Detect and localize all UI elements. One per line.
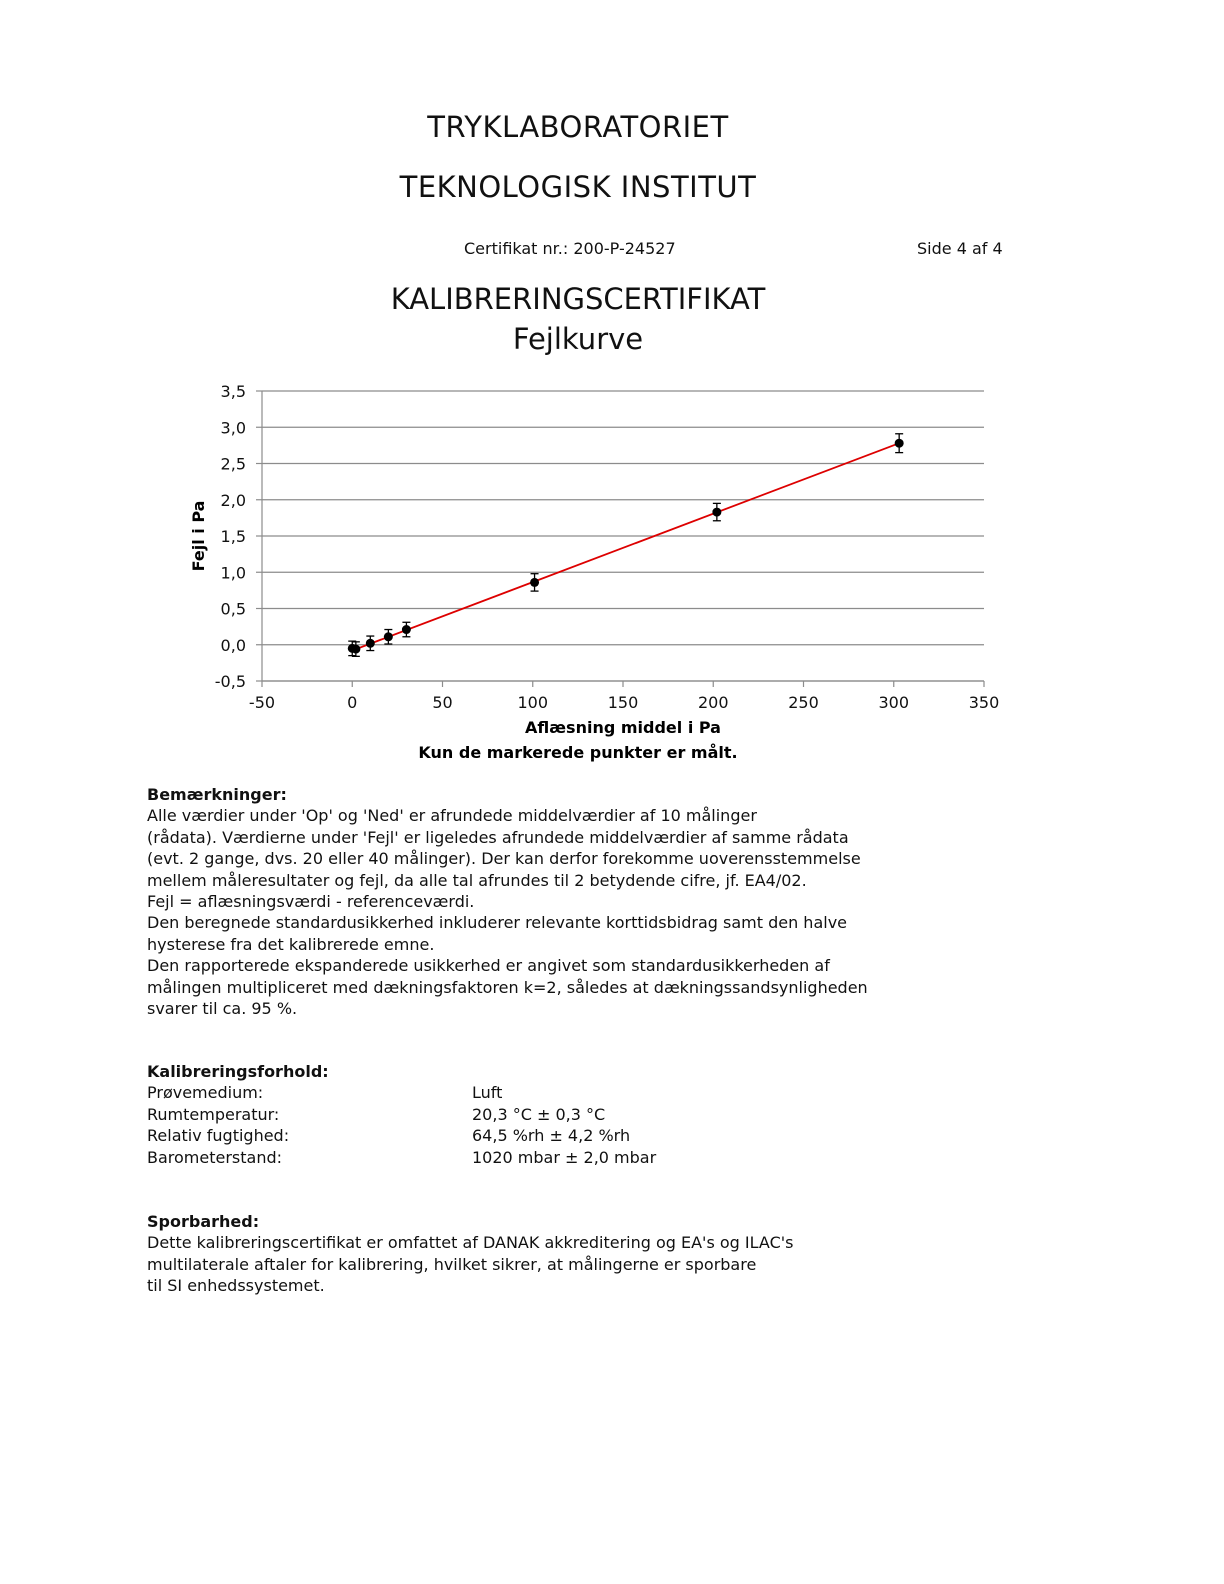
remarks-line: svarer til ca. 95 %. — [147, 999, 298, 1019]
conditions-heading: Kalibreringsforhold: — [147, 1062, 329, 1081]
data-point — [712, 508, 721, 517]
error-curve-chart — [0, 0, 1224, 780]
y-tick-label: 2,0 — [220, 490, 246, 510]
x-tick-label: 250 — [788, 693, 819, 712]
y-tick-label: 3,5 — [220, 382, 246, 401]
lab-name: TRYKLABORATORIET — [427, 110, 729, 144]
condition-value: 64,5 %rh ± 4,2 %rh — [472, 1126, 631, 1146]
y-tick-label: 0,5 — [220, 599, 246, 619]
condition-value: Luft — [472, 1083, 503, 1103]
y-tick-label: 2,5 — [220, 454, 246, 474]
remarks-heading: Bemærkninger: — [147, 785, 287, 804]
y-axis-label: Fejl i Pa — [189, 500, 208, 572]
traceability-line: til SI enhedssystemet. — [147, 1276, 325, 1296]
y-tick-label: 1,0 — [220, 563, 246, 583]
certificate-number: Certifikat nr.: 200-P-24527 — [464, 239, 676, 258]
remarks-line: målingen multipliceret med dækningsfaktoren k=2, således at dækningssandsynligheden — [147, 977, 868, 997]
remarks-line: mellem måleresultater og fejl, da alle tal afrundes til 2 betydende cifre, jf. EA4/02. — [147, 870, 807, 890]
y-tick-label: 1,5 — [220, 527, 246, 546]
institute-name: TEKNOLOGISK INSTITUT — [399, 170, 757, 204]
x-tick-label: 300 — [878, 693, 910, 712]
chart-title: Fejlkurve — [512, 322, 644, 356]
x-tick-label: -50 — [248, 693, 276, 712]
condition-value: 20,3 °C ± 0,3 °C — [472, 1104, 606, 1124]
condition-label: Relativ fugtighed: — [147, 1126, 290, 1146]
data-point — [384, 632, 393, 641]
condition-value: 1020 mbar ± 2,0 mbar — [472, 1147, 657, 1167]
remarks-line: hysterese fra det kalibrerede emne. — [147, 934, 435, 954]
x-tick-label: 50 — [432, 693, 453, 712]
condition-label: Prøvemedium: — [147, 1083, 264, 1103]
traceability-section — [147, 1211, 1047, 1297]
y-tick-label: 0,0 — [220, 635, 246, 655]
page-number: Side 4 af 4 — [917, 239, 1003, 258]
x-tick-label: 200 — [697, 693, 729, 712]
remarks-line: Fejl = aflæsningsværdi - referenceværdi. — [147, 892, 475, 912]
condition-label: Barometerstand: — [147, 1147, 283, 1167]
data-point — [402, 625, 411, 634]
y-tick-label: -0,5 — [214, 672, 246, 691]
data-point — [351, 645, 360, 654]
x-tick-label: 350 — [968, 693, 1000, 712]
traceability-line: multilaterale aftaler for kalibrering, hvilket sikrer, at målingerne er sporbare — [147, 1254, 757, 1274]
remarks-line: Den beregnede standardusikkerhed inkluderer relevante korttidsbidrag samt den halve — [147, 913, 847, 933]
remarks-section — [147, 784, 1047, 1019]
remarks-line: Den rapporterede ekspanderede usikkerhed er angivet som standardusikkerheden af — [147, 956, 830, 976]
y-tick-label: 3,0 — [220, 418, 246, 438]
remarks-line: (rådata). Værdierne under 'Fejl' er ligeledes afrundede middelværdier af samme rådata — [147, 827, 849, 847]
x-tick-label: 0 — [347, 693, 358, 712]
traceability-heading: Sporbarhed: — [147, 1212, 260, 1231]
data-point — [366, 639, 375, 648]
chart-note: Kun de markerede punkter er målt. — [418, 743, 738, 762]
x-axis-label: Aflæsning middel i Pa — [525, 718, 721, 737]
traceability-line: Dette kalibreringscertifikat er omfattet af DANAK akkreditering og EA's og ILAC's — [147, 1233, 794, 1253]
x-tick-label: 150 — [607, 693, 639, 712]
remarks-line: Alle værdier under 'Op' og 'Ned' er afrundede middelværdier af 10 målinger — [147, 806, 757, 826]
data-point — [530, 578, 539, 587]
conditions-section — [147, 1061, 1047, 1171]
data-point — [895, 439, 904, 448]
remarks-line: (evt. 2 gange, dvs. 20 eller 40 målinger). Der kan derfor forekomme uoverensstemmelse — [147, 849, 861, 869]
x-tick-label: 100 — [517, 693, 549, 712]
fit-line — [352, 443, 899, 650]
condition-label: Rumtemperatur: — [147, 1104, 280, 1124]
certificate-title: KALIBRERINGSCERTIFIKAT — [390, 282, 766, 316]
